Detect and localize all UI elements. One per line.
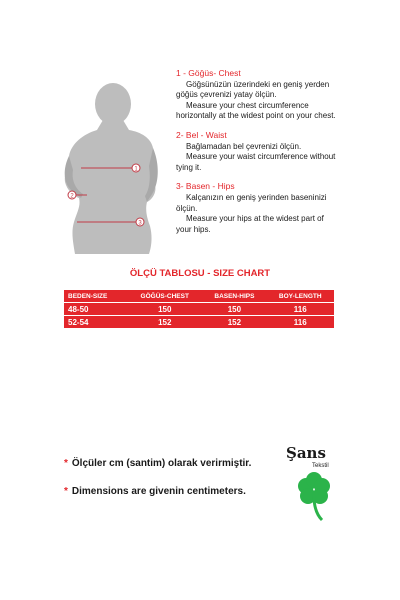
table-row [64,315,334,328]
note-units-en [64,486,246,497]
brand-name: Şans [286,444,326,462]
svg-text:1: 1 [134,166,138,173]
table-row [64,302,334,315]
silhouette-head [95,83,131,125]
cell-size: 48-50 [64,302,127,315]
brand-logo [286,444,356,534]
waist-line: Bağlamadan bel çevrenizi ölçün. [186,141,302,151]
svg-text:3: 3 [138,220,142,227]
note-text: Ölçüler cm (santim) olarak verirmiştir. [71,458,252,469]
waist-title: 2- Bel - Waist [176,129,227,140]
hips-line: Measure your hips at the widest part of [186,214,324,224]
chest-line: Göğsünüzün üzerindeki en geniş yerden [186,79,330,89]
header-hips: BASEN-HIPS [202,290,266,302]
marker-waist [68,191,76,200]
marker-chest [132,164,140,173]
hips-instructions [176,181,386,235]
waist-instructions [176,130,386,173]
chest-instructions [176,68,386,122]
silhouette-torso [65,120,156,254]
chest-line: Measure your chest circumference [186,100,309,110]
clover-icon [292,472,336,522]
body-silhouette-figure [55,82,165,254]
marker-hips [136,218,144,227]
cell-size: 52-54 [64,315,127,328]
header-chest: GÖĞÜS-CHEST [127,290,202,302]
note-units-tr [64,458,251,469]
header-length: BOY-LENGTH [266,290,334,302]
cell-length: 116 [266,302,334,315]
cell-hips: 150 [202,302,266,315]
size-chart-table [64,290,334,328]
cell-hips: 152 [202,315,266,328]
cell-length: 116 [266,315,334,328]
cell-chest: 150 [127,302,202,315]
size-chart-header-row [64,290,334,302]
hips-title: 3- Basen - Hips [176,181,235,192]
chest-line: horizontally at the widest point on your chest. [176,111,336,121]
waist-line: Measure your waist circumference without [186,152,336,162]
brand-subtitle: Tekstil [312,463,329,469]
note-text: Dimensions are givenin centimeters. [71,486,246,497]
size-chart-title: ÖLÇÜ TABLOSU - SIZE CHART [129,268,271,279]
chest-title: 1 - Göğüs- Chest [176,68,241,78]
hips-line: your hips. [176,224,211,234]
hips-line: ölçün. [176,203,198,213]
waist-line: tying it. [176,162,202,172]
measurement-instructions [176,68,386,243]
svg-text:2: 2 [70,193,74,200]
header-size: BEDEN-SIZE [64,290,127,302]
cell-chest: 152 [127,315,202,328]
note-star: * [64,486,68,497]
chest-line: göğüs çevrenizi yatay ölçün. [176,90,277,100]
note-star: * [64,458,68,469]
hips-line: Kalçanızın en geniş yerinden baseninizi [186,192,327,202]
